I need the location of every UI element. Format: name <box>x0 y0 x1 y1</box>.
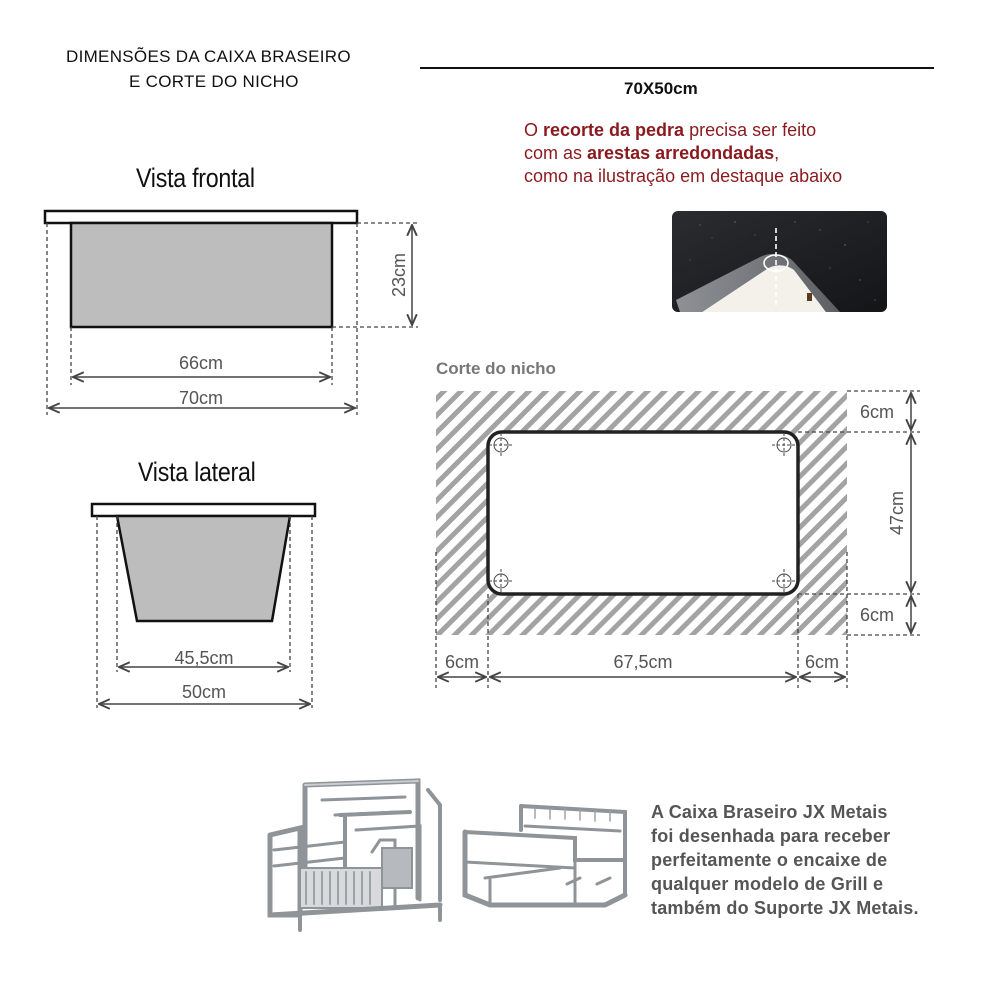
niche-drawing <box>436 391 920 688</box>
niche-top-margin-label: 6cm <box>859 402 895 422</box>
niche-opening <box>488 432 798 594</box>
note-text: , <box>774 143 780 163</box>
stone-corner-illustration <box>672 211 887 312</box>
description-line: também do Suporte JX Metais. <box>651 898 919 918</box>
size-label: 70X50cm <box>624 79 698 98</box>
note-emphasis: arestas arredondadas <box>587 143 775 163</box>
niche-title: Corte do nicho <box>436 359 556 378</box>
side-top-flange <box>92 504 315 516</box>
title-line-1: DIMENSÕES DA CAIXA BRASEIRO <box>66 47 351 66</box>
front-top-flange <box>45 211 357 223</box>
side-outer-width-label: 50cm <box>181 682 227 702</box>
front-view-title: Vista frontal <box>136 163 255 193</box>
front-view-drawing <box>45 211 418 415</box>
description-line: A Caixa Braseiro JX Metais <box>651 802 888 822</box>
title-line-2: E CORTE DO NICHO <box>129 72 299 91</box>
side-inner-width-label: 45,5cm <box>174 648 234 668</box>
front-height-label: 23cm <box>389 252 409 298</box>
note-emphasis: recorte da pedra <box>543 120 685 140</box>
note-text: com as <box>524 143 588 163</box>
stone-detail <box>807 293 812 301</box>
front-outer-width-label: 70cm <box>178 388 224 408</box>
product-photo-support <box>465 806 625 905</box>
side-view-title: Vista lateral <box>138 457 256 487</box>
description-line: foi desenhada para receber <box>651 826 891 846</box>
description-line: qualquer modelo de Grill e <box>651 874 884 894</box>
product-photo-with-grill <box>270 781 440 930</box>
niche-bottom-margin-label: 6cm <box>859 605 895 625</box>
niche-left-margin-label: 6cm <box>444 652 480 672</box>
note-text: precisa ser feito <box>684 120 817 140</box>
side-box-body <box>117 516 290 621</box>
niche-right-margin-label: 6cm <box>804 652 840 672</box>
note-text: O <box>524 120 544 140</box>
side-view-drawing <box>92 504 315 708</box>
niche-height-label: 47cm <box>887 490 907 536</box>
front-box-body <box>71 223 332 327</box>
front-inner-width-label: 66cm <box>178 353 224 373</box>
niche-width-label: 67,5cm <box>613 652 673 672</box>
description-line: perfeitamente o encaixe de <box>651 850 888 870</box>
cut-note-line-3: como na ilustração em destaque abaixo <box>524 166 843 186</box>
